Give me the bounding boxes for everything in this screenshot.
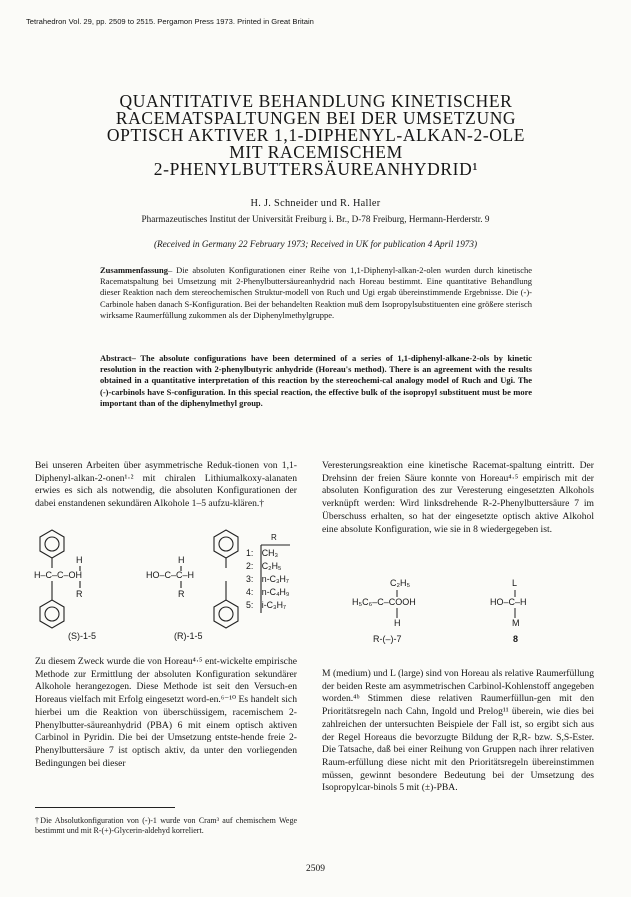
zusammenfassung-label: Zusammenfassung: [100, 265, 169, 275]
r-table-row-5: [246, 599, 289, 612]
institution: Pharmazeutisches Institut der Universität Freiburg i. Br., D-78 Freiburg, Hermann-Herderstr. 9: [141, 214, 490, 224]
bond-lines: [332, 572, 582, 642]
abstract-label: Abstract: [100, 353, 132, 363]
r-table-header: R: [271, 533, 277, 542]
r-hydrogen: H: [178, 555, 185, 565]
s-r-group: R: [76, 589, 83, 599]
r-num: 1:: [246, 548, 254, 558]
page-number: 2509: [306, 864, 325, 874]
title-line-2: RACEMATSPALTUNGEN BEI DER UMSETZUNG: [115, 108, 517, 128]
r-group: n-C₄H₉: [261, 587, 290, 597]
r-structure-label: (R)-1-5: [174, 631, 203, 641]
acid-center: H₅C₆–C–COOH: [352, 597, 416, 607]
benzene-ring-bottom-r: [214, 600, 238, 628]
r-table-row-1: [246, 547, 289, 560]
zusammenfassung-text: – Die absoluten Konfigurationen einer Reihe von 1,1-Diphenyl-alkan-2-olen wurden durch kinetische Racematspaltung bei Umsetzung mit 2-Phenylbuttersäureanhydrid nach Horeau bestimmt. Eine quantitative Behandlung dieser Reaktion nach dem stereochemischen Struktur-modell von Ruch und Ugi ergab übereinstimmende Ergebnisse. Die (-)-Carbinole haben danach S-Konfiguration. Bei der behandelten Reaktion muß dem Isopropylsubstituenten eine größere sterisch wirksame Raumerfüllung zukommen als der Diphenylmethylgruppe.: [100, 265, 532, 320]
right-col-paragraph-1: Veresterungsreaktion eine kinetische Racemat-spaltung eintritt. Der Drehsinn der freien Säure konnte von Horeau⁴·⁵ empirisch mit der absoluten Konfiguration des zur Veresterung eingesetzten Alkohols verknüpft werden: Wird linksdrehende R-2-Phenylbuttersäure 7 im Überschuss erhalten, so hat der eingesetzte optisch aktive Alkohol eine absolute Konfiguration, wie sie in 8 wiedergegeben ist.: [322, 460, 594, 535]
r-group: i-C₃H₇: [261, 600, 286, 610]
left-structures: [28, 525, 300, 645]
s-center-formula: H–C–C–OH: [34, 570, 83, 580]
abstract-text: – The absolute configurations have been determined of a series of 1,1-diphenyl-alkane-2-ols by kinetic resolution in the reaction with 2-phenylbutyric anhydride (Horeau's method). There is an agreement with the results obtained in a quantitative interpretation of this reaction by the stereochemi-cal analogy model of Ruch and Ugi. The (-)-carbinols have S-configuration. In this special reaction, the effective bulk of the isopropyl substituent must be more important than of the diphenylmethyl group.: [100, 353, 532, 408]
footnote: †Die Absolutkonfiguration von (-)-1 wurde von Cram³ auf chemischem Wege bestimmt und mit R-(+)-Glycerin-aldehyd korreliert.: [35, 816, 297, 836]
benzene-ring-top-s: [40, 530, 64, 558]
left-col-paragraph-2: Zu diesem Zweck wurde die von Horeau⁴·⁵ ent-wickelte empirische Methode zur Ermittlung der absoluten Konfiguration sekundärer Alkohole herangezogen. Diese Methode ist seit den Versuch-en Horeaus vielfach mit Erfolg eingesetzt word-en.⁶⁻¹⁰ Es handelt sich hierbei um die Reaktion von überschüssigem, racemischem 2-Phenylbutter-säureanhydrid (PBA) 6 mit einem optisch aktiven Carbinol in Pyridin. Die bei der Umsetzung entste-hende freie 2-Phenylbuttersäure 7 ist optisch aktiv, da unter den vorliegenden Bedingungen bei dieser: [35, 656, 297, 769]
footnote-rule: [35, 807, 175, 808]
ring-circle: [219, 607, 233, 621]
title-line-5: 2-PHENYLBUTTERSÄUREANHYDRID¹: [153, 159, 479, 179]
s-hydrogen: H: [76, 555, 83, 565]
received-dates: (Received in Germany 22 February 1973; Received in UK for publication 4 April 1973): [153, 239, 478, 249]
acid-label: R-(–)-7: [373, 634, 402, 644]
left-col-paragraph-1: Bei unseren Arbeiten über asymmetrische Reduk-tionen von 1,1-Diphenyl-alkan-2-onen¹·² mit chiralen Lithiumalkoxy-alanaten erwies es sich als notwendig, die absoluten Konfigurationen der dabei enstandenen sekundären Alkohole 1–5 aufzu-klären.†: [35, 460, 297, 510]
s-structure-label: (S)-1-5: [68, 631, 97, 641]
authors: H. J. Schneider und R. Haller: [250, 198, 381, 209]
r-num: 4:: [246, 587, 254, 597]
acid-top-group: C₂H₅: [390, 578, 411, 588]
right-col-paragraph-2: M (medium) und L (large) sind von Horeau als relative Raumerfüllung der beiden Reste am asymmetrischen Carbinol-Kohlenstoff angegeben worden.⁴ᵇ Stimmen diese relativen Raumerfüllun-gen mit den Prioritätsregeln nach Cahn, Ingold und Prelog¹¹ überein, wie dies bei zahlreichen der untersuchten Beispiele der Fall ist, so ergibt sich aus der Regel Horeaus die bevorzugte Bildung der R,R- bzw. S,S-Ester. Die Tatsache, daß bei einer Reihung von Gruppen nach ihrer relativen Raum-erfüllung diese nicht mit den Prioritätsregeln übereinstimmen müssen, gewinnt besondere Bedeutung bei der Umsetzung des Isopropylcar-binols 5 mit (±)-PBA.: [322, 668, 594, 794]
ring-circle: [45, 537, 59, 551]
benzene-ring-bottom-s: [40, 600, 64, 628]
journal-header: Tetrahedron Vol. 29, pp. 2509 to 2515. Pergamon Press 1973. Printed in Great Britain: [26, 17, 314, 26]
right-structures: [332, 572, 582, 642]
carbinol-center: HO–C–H: [490, 597, 527, 607]
r-group: n-C₃H₇: [261, 574, 289, 584]
carbinol-label: 8: [513, 634, 519, 644]
title-line-3: OPTISCH AKTIVER 1,1-DIPHENYL-ALKAN-2-OLE: [106, 125, 526, 145]
r-center-formula: HO–C–C–H: [146, 570, 195, 580]
r-table-row-2: [246, 560, 289, 573]
r-num: 2:: [246, 561, 254, 571]
carbinol-bottom-group: M: [512, 618, 520, 628]
r-table: [246, 547, 289, 612]
benzene-ring-top-r: [214, 530, 238, 558]
r-group: C₂H₅: [261, 561, 282, 571]
zusammenfassung: [100, 265, 532, 321]
r-table-row-3: [246, 573, 289, 586]
acid-bottom-group: H: [394, 618, 401, 628]
title-line-4: MIT RACEMISCHEM: [229, 142, 403, 162]
r-group: CH₃: [261, 548, 279, 558]
r-num: 3:: [246, 574, 254, 584]
ring-circle: [219, 537, 233, 551]
r-r-group: R: [178, 589, 185, 599]
r-table-row-4: [246, 586, 289, 599]
title-line-1: QUANTITATIVE BEHANDLUNG KINETISCHER: [119, 91, 513, 111]
ring-circle: [45, 607, 59, 621]
carbinol-top-group: L: [512, 578, 518, 588]
abstract: [100, 353, 532, 409]
r-num: 5:: [246, 600, 254, 610]
